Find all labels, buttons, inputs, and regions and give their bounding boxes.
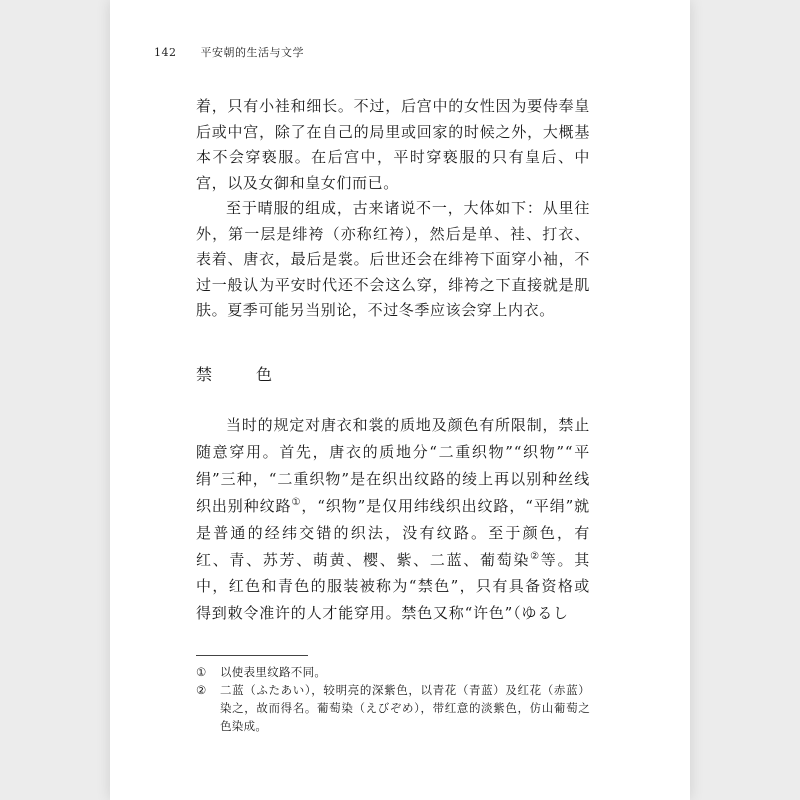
- section-heading: 禁 色: [196, 365, 287, 384]
- book-page: [110, 0, 690, 800]
- footnote-text: 以使表里纹路不同。: [220, 665, 327, 679]
- text-run: 等。其中，红色和青色的服装被称为“禁色”，只有具备资格或得到敕令准许的人才能穿用。禁色又称“许色”（ゆるし: [196, 550, 590, 623]
- running-head: [154, 44, 304, 60]
- footnote-ref-2[interactable]: ②: [530, 550, 541, 562]
- footnote-mark: ①: [196, 665, 207, 679]
- intro-text: [196, 94, 590, 324]
- footnote-2: [196, 681, 590, 735]
- footnote-divider: [196, 655, 308, 656]
- paragraph-composition: 至于晴服的组成，古来诸说不一，大体如下：从里往外，第一层是绯袴（亦称红袴），然后是单、袿、打衣、表着、唐衣，最后是裳。后世还会在绯袴下面穿小袖，不过一般认为平安时代还不会这么穿，绯袴之下直接就是肌肤。夏季可能另当别论，不过冬季应该会穿上内衣。: [196, 199, 590, 319]
- running-title: 平安朝的生活与文学: [200, 46, 304, 59]
- paragraph-forbidden-colors: [196, 412, 590, 627]
- text-run: ，“织物”是仅用纬线织出纹路，“平绢”就是普通的经纬交错的织法，没有纹路。至于颜色，有红、青、苏芳、萌黄、樱、紫、二蓝、葡萄染: [196, 496, 590, 569]
- paragraph-continuation: 着，只有小袿和细长。不过，后宫中的女性因为要侍奉皇后或中宫，除了在自己的局里或回家的时候之外，大概基本不会穿亵服。在后宫中，平时穿亵服的只有皇后、中宫，以及女御和皇女们而已。: [196, 97, 590, 192]
- footnote-1: [196, 663, 590, 681]
- footnotes: [196, 663, 590, 735]
- footnote-ref-1[interactable]: ①: [291, 496, 302, 508]
- text-run: 当时的规定对唐衣和裳的质地及颜色有所限制，禁止随意穿用。首先，唐衣的质地分“二重织物”“织物”“平绢”三种，“二重织物”是在织出纹路的绫上再以别种丝线织出别种纹路: [196, 416, 590, 515]
- footnote-mark: ②: [196, 683, 207, 697]
- section-text: [196, 412, 590, 627]
- footnote-text: 二蓝（ふたあい），较明亮的深紫色，以青花（青蓝）及红花（赤蓝）染之，故而得名。葡萄染（えびぞめ），带红意的淡紫色，仿山葡萄之色染成。: [220, 683, 590, 733]
- page-number: 142: [154, 46, 177, 59]
